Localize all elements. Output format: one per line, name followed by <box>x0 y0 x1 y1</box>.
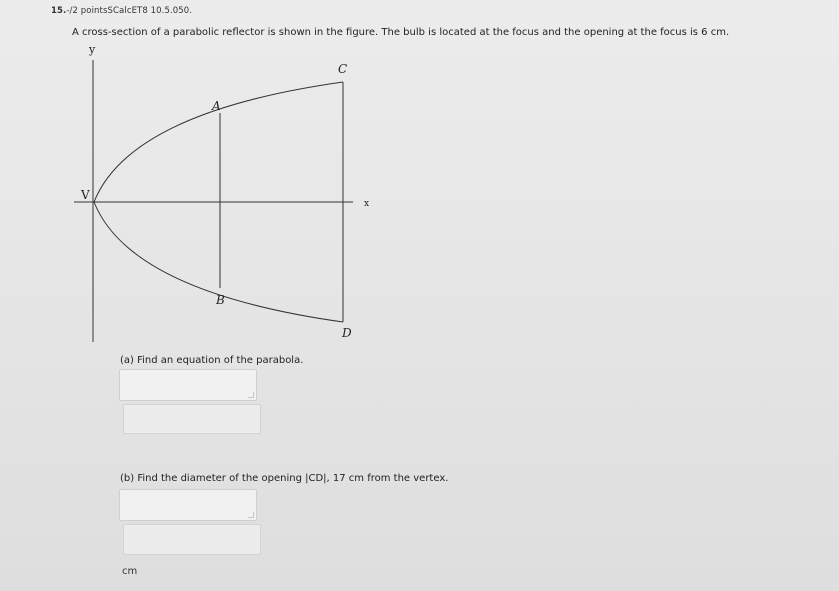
question-source: SCalcET8 10.5.050. <box>107 6 193 16</box>
part-b-answer-input[interactable] <box>119 489 257 521</box>
resize-handle-icon[interactable] <box>248 512 254 518</box>
part-b-label: (b) Find the diameter of the opening |CD|, 17 cm from the vertex. <box>120 473 449 484</box>
point-a-label: A <box>212 99 221 113</box>
part-b-answer-feedback <box>123 524 261 555</box>
point-d-label: D <box>342 326 352 340</box>
point-c-label: C <box>338 62 348 76</box>
question-number: 15. <box>51 6 67 16</box>
part-b-unit: cm <box>122 566 138 577</box>
part-a-answer-input[interactable] <box>119 369 257 401</box>
y-axis-label: y <box>89 43 96 56</box>
part-a-label: (a) Find an equation of the parabola. <box>120 355 304 366</box>
x-axis-label: x <box>364 199 370 209</box>
resize-handle-icon[interactable] <box>248 392 254 398</box>
part-a-answer-feedback <box>123 404 261 434</box>
question-header <box>51 6 192 16</box>
question-text: A cross-section of a parabolic reflector is shown in the figure. The bulb is located at the focus and the opening at the focus is 6 cm. <box>72 27 730 38</box>
parabola-figure <box>60 40 380 350</box>
question-points: -/2 points <box>66 6 108 16</box>
point-b-label: B <box>216 293 225 307</box>
vertex-label: V <box>81 188 90 202</box>
